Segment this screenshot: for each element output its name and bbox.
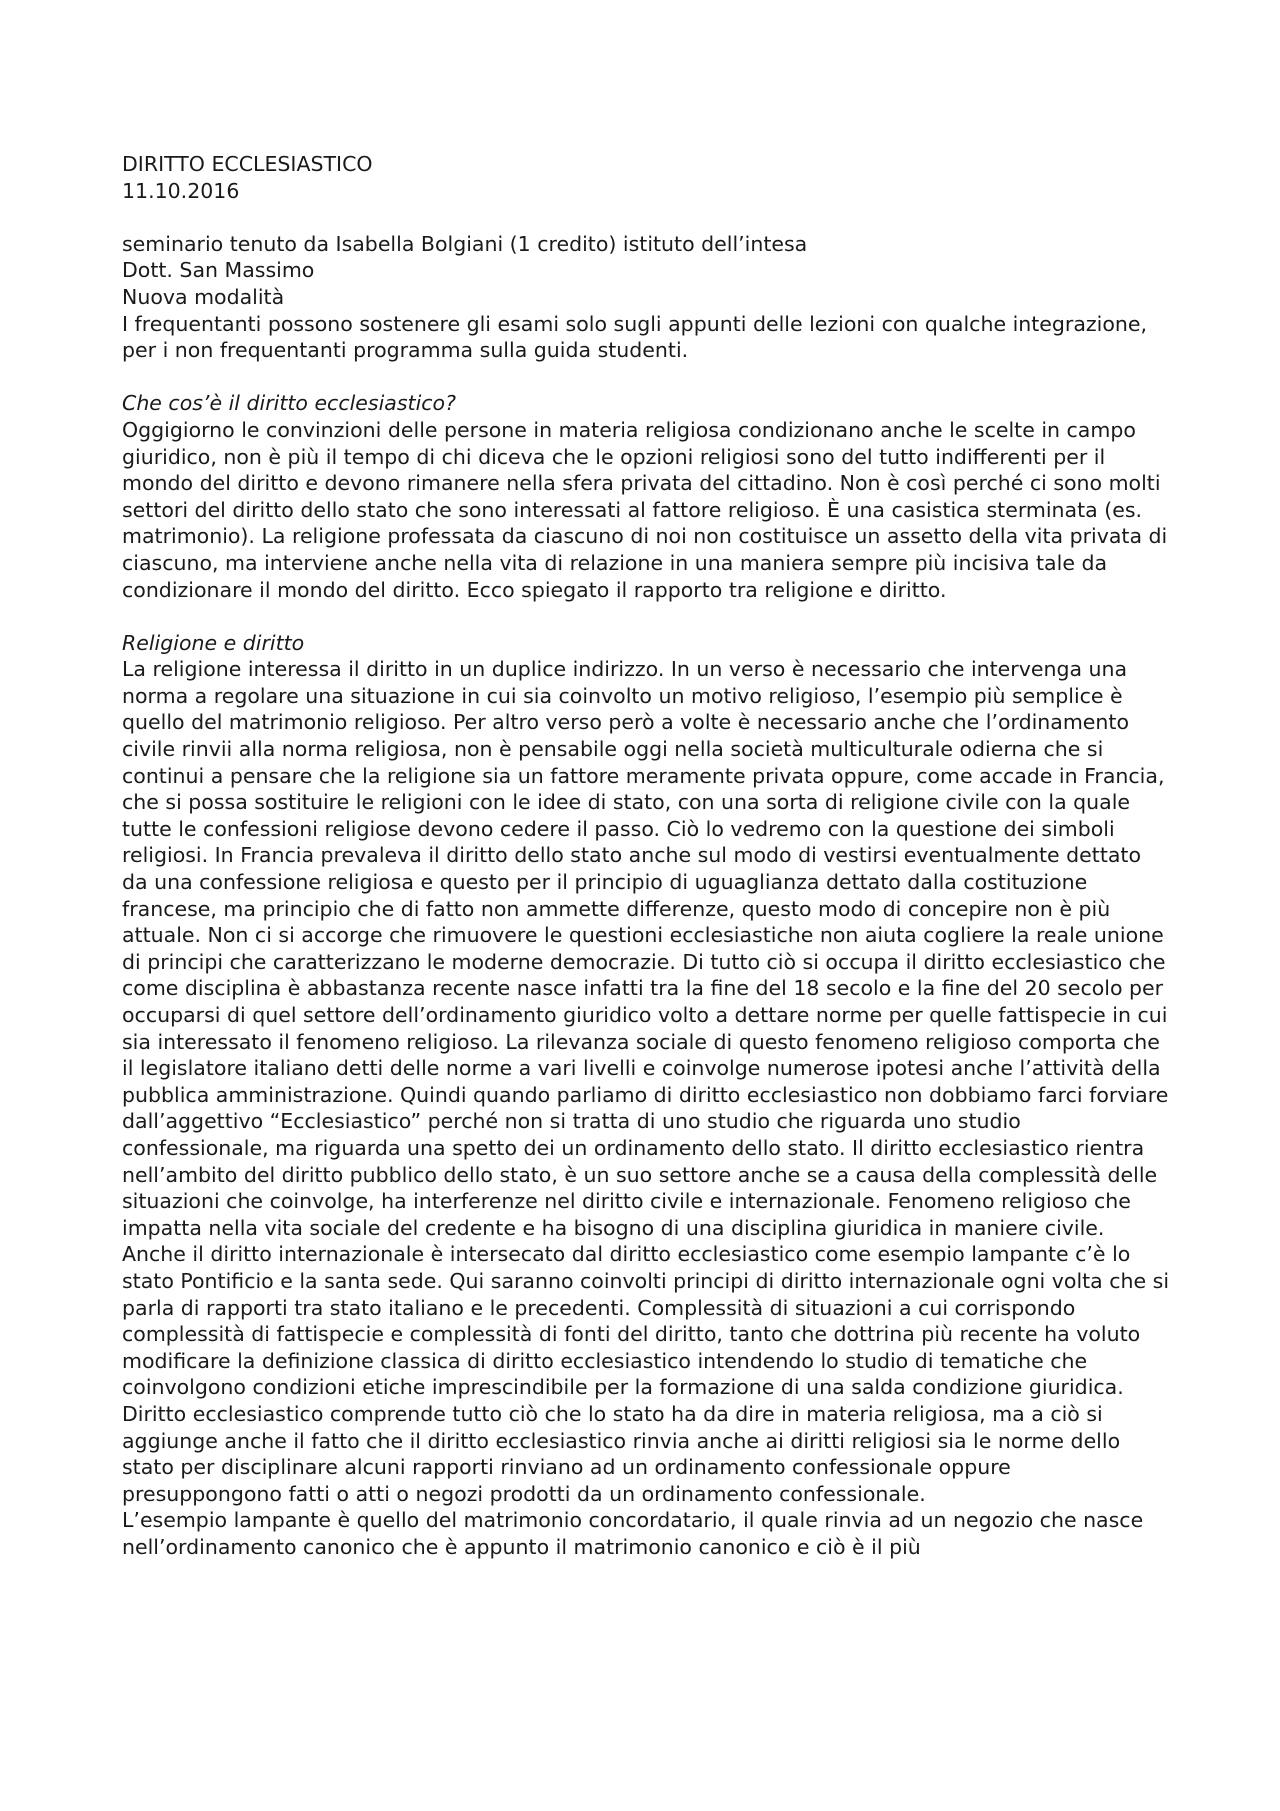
intro-line: Nuova modalità bbox=[122, 284, 285, 309]
intro-paragraph: I frequentanti possono sostenere gli esami solo sugli appunti delle lezioni con qualche integrazione, per i non frequentanti programma sulla guida studenti. bbox=[122, 311, 1148, 363]
section-heading: Che cos’è il diritto ecclesiastico? bbox=[122, 391, 456, 416]
section-paragraph: Oggigiorno le convinzioni delle persone in materia religiosa condizionano anche le scelte in campo giuridico, non è più il tempo di chi diceva che le opzioni religiosi sono del tutto indifferenti per il mondo del diritto e devono rimanere nella sfera privata del cittadino. Non è così perché ci sono molti settori del diritto dello stato che sono interessati al fattore religioso. È una casistica sterminata (es. matrimonio). La religione professata da ciascuno di noi non costituisce un assetto della vita privata di ciascuno, ma interviene anche nella vita di relazione in una maniera sempre più incisiva tale da condizionare il mondo del diritto. Ecco spiegato il rapporto tra religione e diritto. bbox=[122, 417, 1168, 602]
paragraph-spacer bbox=[122, 364, 1172, 391]
document-title: DIRITTO ECCLESIASTICO bbox=[122, 152, 373, 176]
section-heading: Religione e diritto bbox=[122, 630, 305, 655]
paragraph-spacer bbox=[122, 204, 1172, 231]
paragraph-spacer bbox=[122, 603, 1172, 630]
document-body bbox=[122, 151, 1172, 1560]
section-paragraph: L’esempio lampante è quello del matrimonio concordatario, il quale rinvia ad un negozio che nasce nell’ordinamento canonico che è appunto il matrimonio canonico e ciò è il più bbox=[122, 1508, 1144, 1559]
document-date: 11.10.2016 bbox=[122, 178, 240, 203]
intro-line: Dott. San Massimo bbox=[122, 258, 315, 283]
intro-line: seminario tenuto da Isabella Bolgiani (1 credito) istituto dell’intesa bbox=[122, 231, 808, 256]
section-paragraph: La religione interessa il diritto in un duplice indirizzo. In un verso è necessario che intervenga una norma a regolare una situazione in cui sia coinvolto un motivo religioso, l’esempio più semplice è quello del matrimonio religioso. Per altro verso però a volte è necessario anche che l’ordinamento civile rinvii alla norma religiosa, non è pensabile oggi nella società multiculturale odierna che si continui a pensare che la religione sia un fattore meramente privata oppure, come accade in Francia, che si possa sostituire le religioni con le idee di stato, con una sorta di religione civile con la quale tutte le confessioni religiose devono cedere il passo. Ciò lo vedremo con la questione dei simboli religiosi. In Francia prevaleva il diritto dello stato anche sul modo di vestirsi eventualmente dettato da una confessione religiosa e questo per il principio di uguaglianza dettato dalla costituzione francese, ma principio che di fatto non ammette differenze, questo modo di concepire non è più attuale. Non ci si accorge che rimuovere le questioni ecclesiastiche non aiuta cogliere la reale unione di principi che caratterizzano le moderne democrazie. Di tutto ciò si occupa il diritto ecclesiastico che come disciplina è abbastanza recente nasce infatti tra la fine del 18 secolo e la fine del 20 secolo per occuparsi di quel settore dell’ordinamento giuridico volto a dettare norme per quelle fattispecie in cui sia interessato il fenomeno religioso. La rilevanza sociale di questo fenomeno religioso comporta che il legislatore italiano detti delle norme a vari livelli e coinvolge numerose ipotesi anche l’attività della pubblica amministrazione. Quindi quando parliamo di diritto ecclesiastico non dobbiamo farci forviare dall’aggettivo “Ecclesiastico” perché non si tratta di uno studio che riguarda uno studio confessionale, ma riguarda una spetto dei un ordinamento dello stato. Il diritto ecclesiastico rientra nell’ambito del diritto pubblico dello stato, è un suo settore anche se a causa della complessità delle situazioni che coinvolge, ha interferenze nel diritto civile e internazionale. Fenomeno religioso che impatta nella vita sociale del credente e ha bisogno di una disciplina giuridica in maniere civile. Anche il diritto internazionale è intersecato dal diritto ecclesiastico come esempio lampante c’è lo stato Pontificio e la santa sede. Qui saranno coinvolti principi di diritto internazionale ogni volta che si parla di rapporti tra stato italiano e le precedenti. Complessità di situazioni a cui corrispondo complessità di fattispecie e complessità di fonti del diritto, tanto che dottrina più recente ha voluto modificare la definizione classica di diritto ecclesiastico intendendo lo studio di tematiche che coinvolgono condizioni etiche imprescindibile per la formazione di una salda condizione giuridica. bbox=[122, 657, 1170, 1400]
section-paragraph: Diritto ecclesiastico comprende tutto ciò che lo stato ha da dire in materia religiosa, ma a ciò si aggiunge anche il fatto che il diritto ecclesiastico rinvia anche ai diritti religiosi sia le norme dello stato per disciplinare alcuni rapporti rinviano ad un ordinamento confessionale oppure presuppongono fatti o atti o negozi prodotti da un ordinamento confessionale. bbox=[122, 1401, 1121, 1506]
